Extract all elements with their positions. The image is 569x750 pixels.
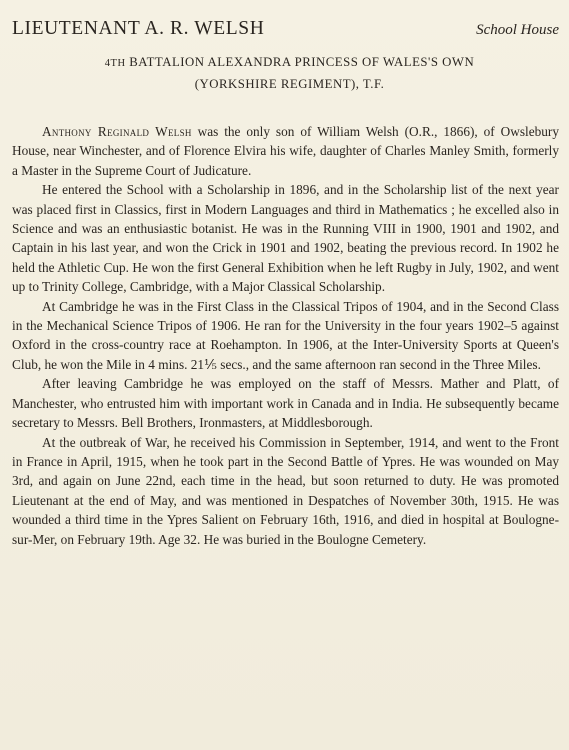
battalion-ordinal: 4TH xyxy=(104,58,126,69)
house-label: School House xyxy=(476,22,559,38)
paragraph-3: At Cambridge he was in the First Class in the Classical Tripos of 1904, and in the Second Class in the Mechanical Science Tripos of 1906. He ran for the University in the four years 1902–5 against Oxford in the cross-country race at Roehampton. In 1906, at the Inter-University Sports at Queen's Club, he won the Mile in 4 mins. 21⅕ secs., and the same afternoon ran second in the Three Miles. xyxy=(12,298,559,372)
battalion-name: BATTALION ALEXANDRA PRINCESS OF WALES'S OWN xyxy=(125,55,475,69)
paragraph-1-text: was the only son of William Welsh (O.R., 1866), of Owslebury House, near Winchester, and of Florence Elvira his wife, daughter of Charles Manley Smith, formerly a Master in the Supreme Court of Judicature. xyxy=(12,124,559,178)
regiment-heading xyxy=(20,52,559,95)
subject-name: Anthony Reginald Welsh xyxy=(42,124,192,139)
page-header xyxy=(12,18,559,48)
paragraph-5: At the outbreak of War, he received his Commission in September, 1914, and went to the Front in France in April, 1915, when he took part in the Second Battle of Ypres. He was wounded on May 3rd, and again on June 22nd, each time in the head, but soon returned to duty. He was promoted Lieutenant at the end of May, and was mentioned in Despatches of November 30th, 1915. He was wounded a third time in the Ypres Salient on February 16th, 1916, and died in hospital at Boulogne-sur-Mer, on February 19th. Age 32. He was buried in the Boulogne Cemetery. xyxy=(12,434,559,547)
regiment-line-2: (YORKSHIRE REGIMENT), T.F. xyxy=(194,77,385,91)
paragraph-1 xyxy=(12,122,559,180)
page-title: LIEUTENANT A. R. WELSH xyxy=(12,18,265,39)
paragraph-2: He entered the School with a Scholarship in 1896, and in the Scholarship list of the next year was placed first in Classics, first in Modern Languages and third in Mathematics ; he excelled also in Science and was an enthusiastic botanist. He was in the Running VIII in 1900, 1901 and 1902, and Captain in his last year, and won the Crick in 1901 and 1902, beating the previous record. In 1902 he held the Athletic Cup. He won the first General Exhibition when he left Rugby in July, 1902, and went up to Trinity College, Cambridge, with a Major Classical Scholarship. xyxy=(12,182,559,295)
regiment-line-1 xyxy=(20,52,559,74)
paragraph-4: After leaving Cambridge he was employed on the staff of Messrs. Mather and Platt, of Manchester, who entrusted him with important work in Canada and in India. He subsequently became secretary to Messrs. Bell Brothers, Ironmasters, at Middlesborough. xyxy=(12,376,559,431)
biography-text xyxy=(12,122,559,549)
